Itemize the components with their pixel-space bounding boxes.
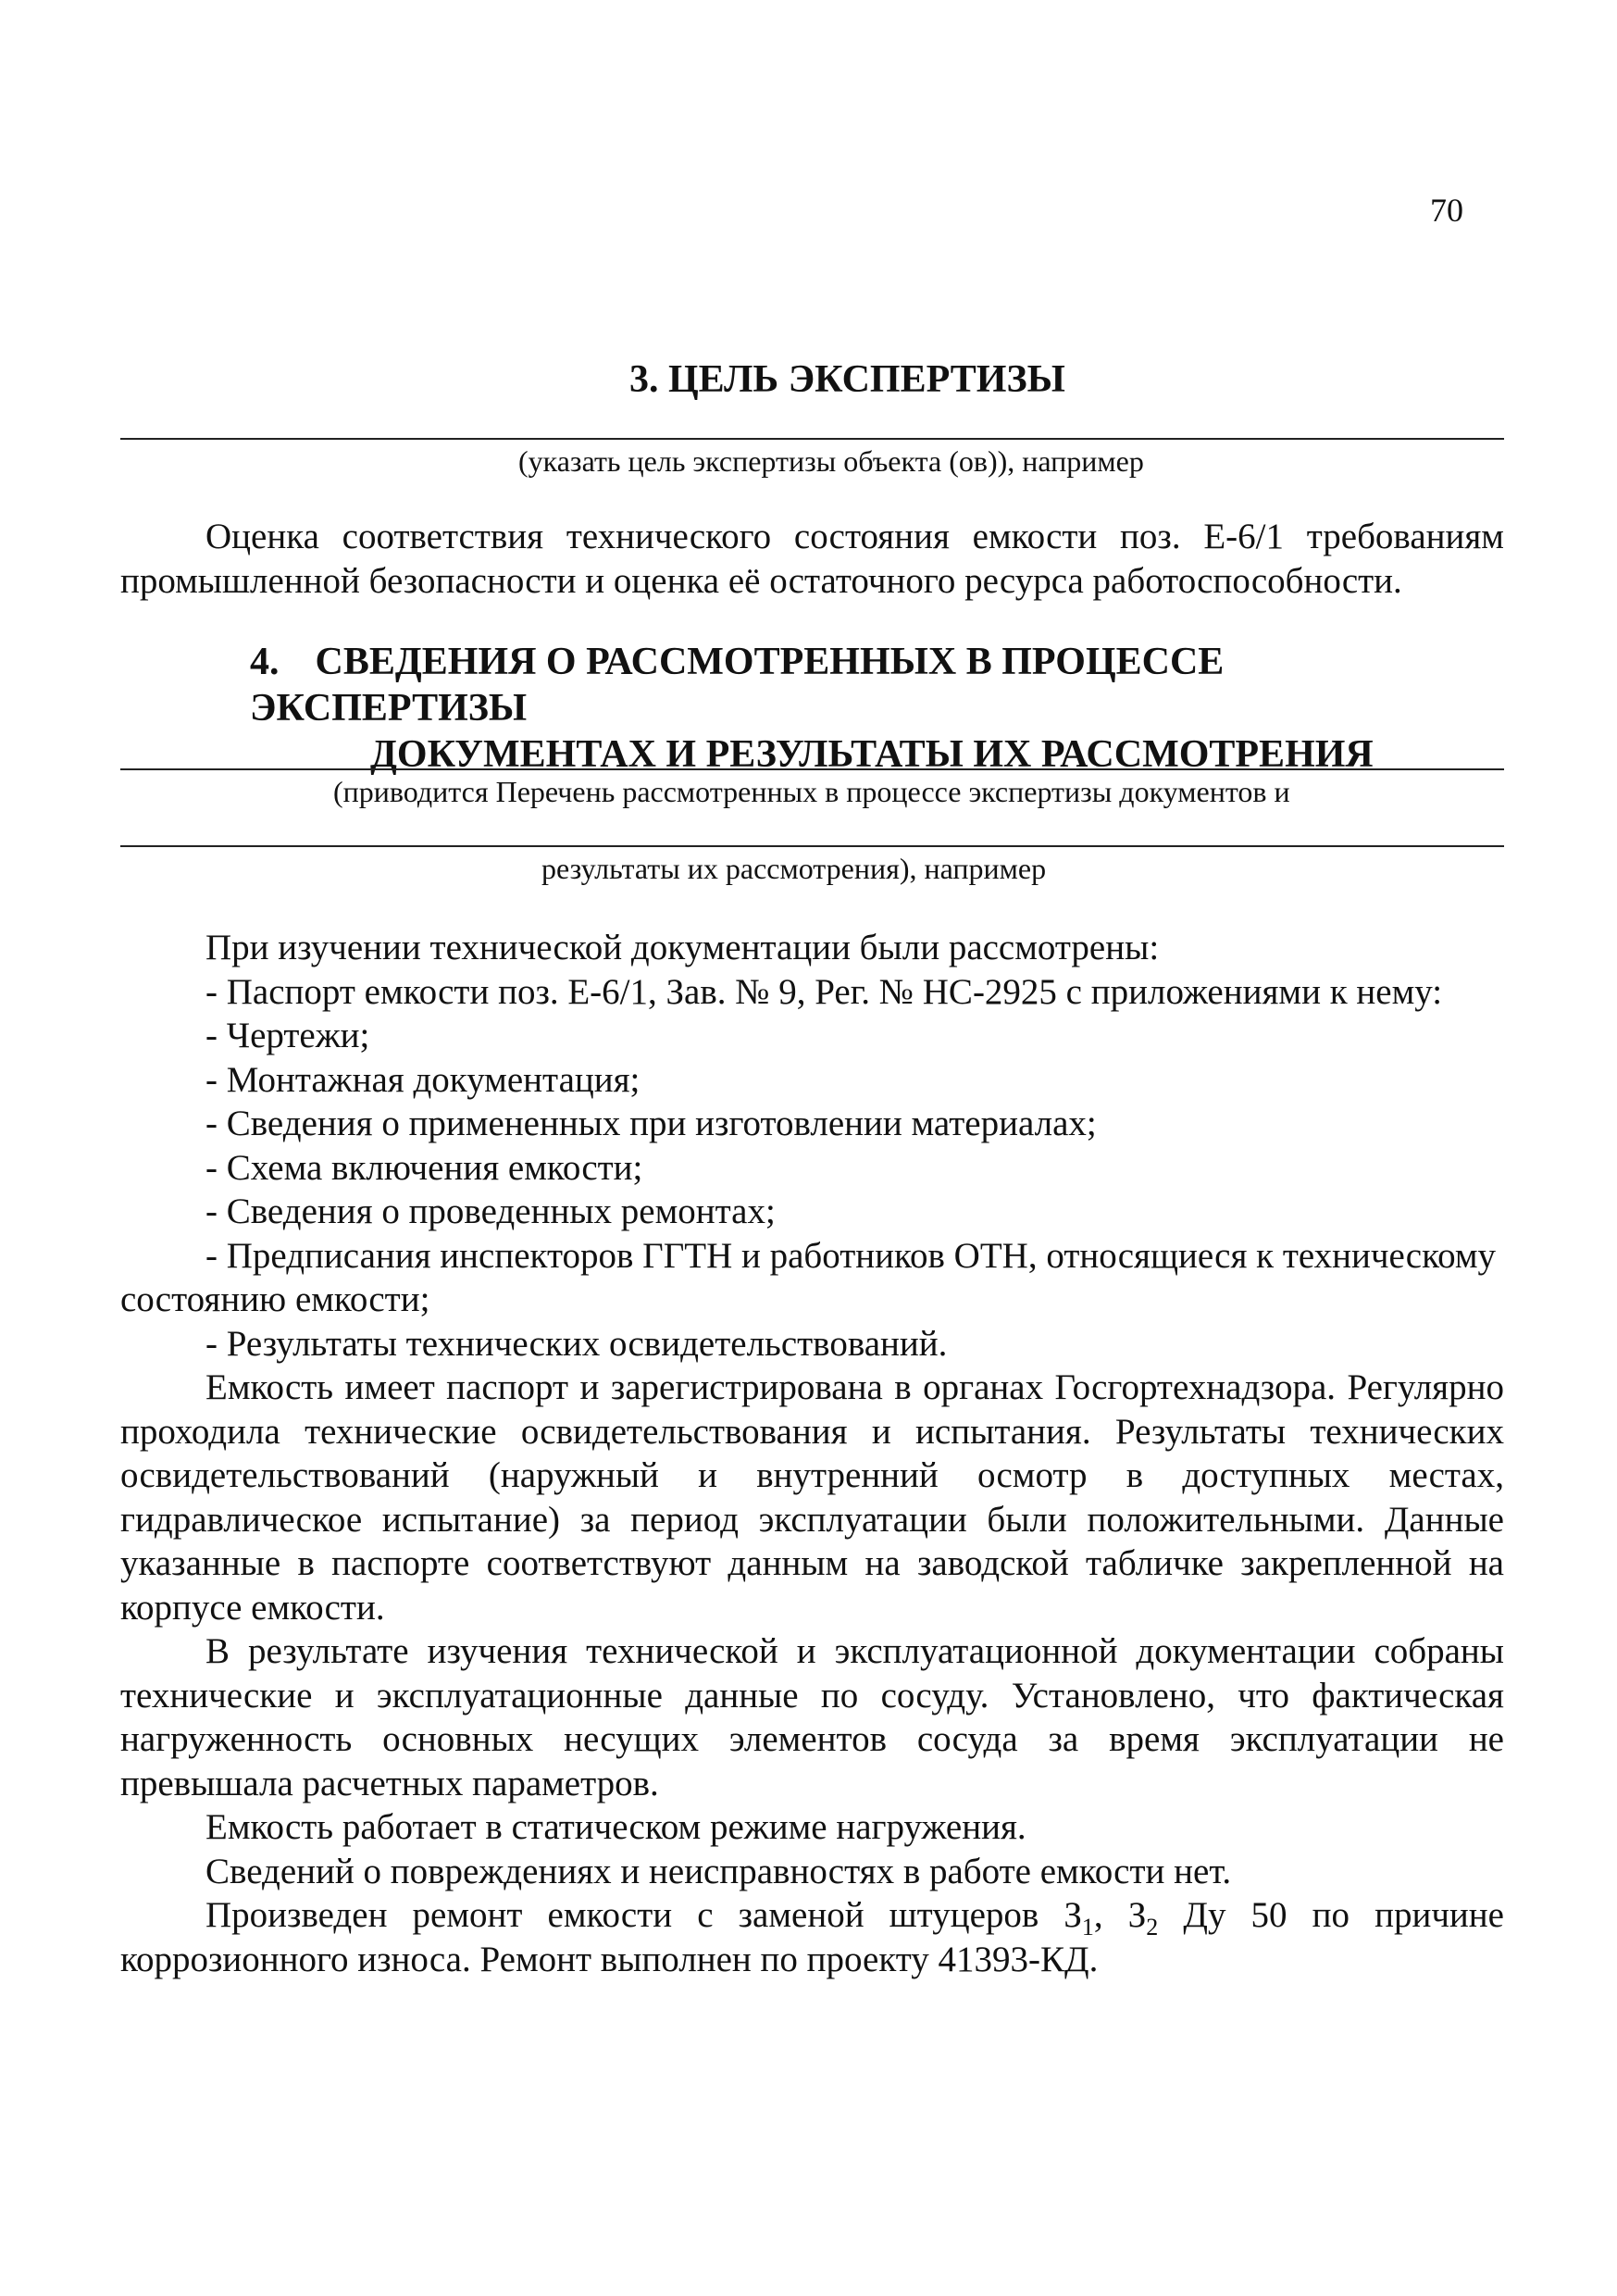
paragraph-loading: В результате изучения технической и эксплуатационной документации собраны технические и эксплуатационные данные по сосуду. Установлено, что фактическая нагруженность основных несущих элементов сосуда за время эксплуатации не превышала расчетных параметров.: [120, 1631, 1504, 1803]
section-3-title: 3. ЦЕЛЬ ЭКСПЕРТИЗЫ: [629, 358, 1065, 401]
section-4-hint-line2: результаты их рассмотрения), например: [541, 852, 1047, 885]
section-3-hint: (указать цель экспертизы объекта (ов)), например: [518, 444, 1144, 478]
document-list-item: - Чертежи;: [205, 1016, 370, 1055]
document-list-item: - Схема включения емкости;: [205, 1147, 643, 1188]
page-number: 70: [1430, 192, 1463, 229]
section-4-title-line2: ДОКУМЕНТАХ И РЕЗУЛЬТАТЫ ИХ РАССМОТРЕНИЯ: [370, 733, 1374, 776]
document-list-item: - Паспорт емкости поз. Е-6/1, Зав. № 9, Рег. № НС-2925 с приложениями к нему:: [205, 971, 1443, 1012]
document-list-item: - Сведения о примененных при изготовлении материалах;: [205, 1104, 1097, 1143]
document-list-item: - Результаты технических освидетельствований.: [205, 1323, 948, 1364]
section-3-rule: [120, 438, 1504, 440]
section-4-rule-1: [120, 768, 1504, 770]
section-3-text: Оценка соответствия технического состояния емкости поз. Е-6/1 требованиям промышленной безопасности и оценка её остаточного ресурса работоспособности.: [120, 517, 1504, 601]
section-4-intro: При изучении технической документации были рассмотрены:: [205, 928, 1160, 967]
document-list-item: - Предписания инспекторов ГГТН и работников ОТН, относящиеся к техническому состоянию емкости;: [120, 1235, 1497, 1319]
repair-text-3: Ду 50 по причине коррозионного износа. Ремонт выполнен по проекту 41393-КД.: [120, 1895, 1504, 1979]
paragraph-no-damage: Сведений о повреждениях и неисправностях в работе емкости нет.: [205, 1851, 1232, 1891]
section-4-title-line1: СВЕДЕНИЯ О РАССМОТРЕННЫХ В ПРОЦЕССЕ ЭКСПЕРТИЗЫ: [250, 641, 1225, 730]
section-3-body: [120, 515, 1504, 603]
repair-sub-1: 1: [1081, 1913, 1094, 1940]
document-list-item: - Сведения о проведенных ремонтах;: [205, 1192, 776, 1231]
repair-text-1: Произведен ремонт емкости с заменой штуцеров З: [205, 1895, 1082, 1935]
paragraph-registration: Емкость имеет паспорт и зарегистрирована в органах Госгортехнадзора. Регулярно проходила технические освидетельствования и испытания. Результаты технических освидетельствований (наружный и внутренний осмотр в доступных местах, гидравлическое испытание) за период эксплуатации были положительными. Данные указанные в паспорте соответствуют данным на заводской табличке закрепленной на корпусе емкости.: [120, 1367, 1504, 1628]
paragraph-static-mode: Емкость работает в статическом режиме нагружения.: [205, 1807, 1026, 1847]
paragraph-repair: [120, 1893, 1504, 1981]
repair-text-2: , З: [1093, 1895, 1147, 1935]
section-4-rule-2: [120, 845, 1504, 847]
section-4-title: [250, 639, 1490, 778]
section-4-body: [120, 926, 1504, 1981]
document-list-item: - Монтажная документация;: [205, 1059, 641, 1100]
section-4-hint-line1: (приводится Перечень рассмотренных в процессе экспертизы документов и: [333, 775, 1290, 808]
section-4-number: 4.: [250, 641, 280, 683]
repair-sub-2: 2: [1146, 1913, 1159, 1940]
